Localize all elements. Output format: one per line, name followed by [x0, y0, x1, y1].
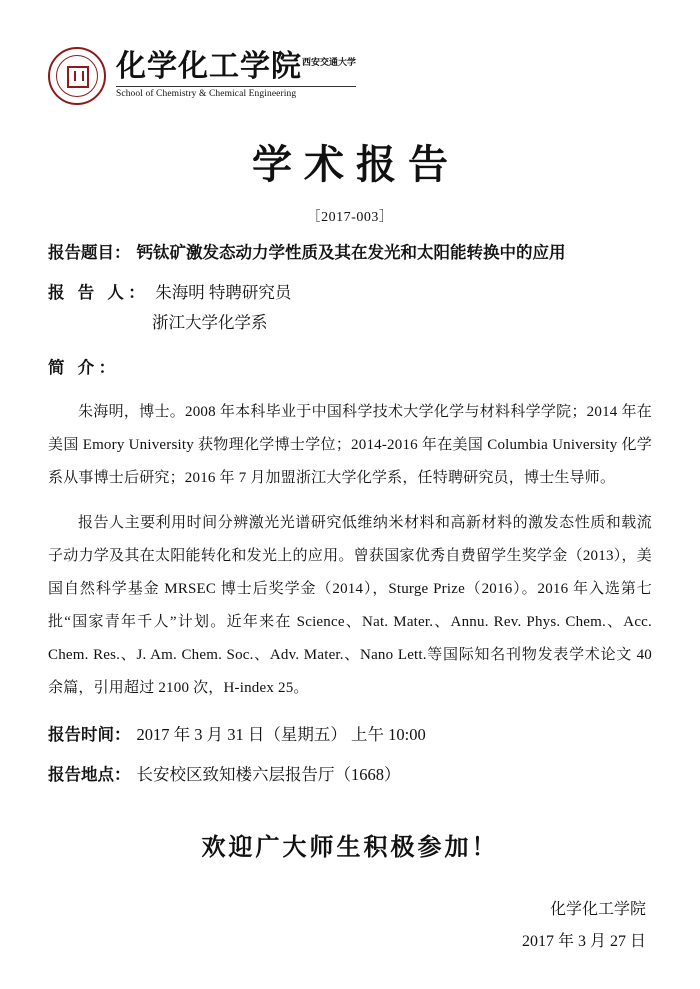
field-topic-label: 报告题目： [48, 243, 131, 262]
page-title: 学术报告 [252, 141, 460, 188]
seal-inner-shape [67, 66, 89, 88]
bio-paragraph-1: 朱海明，博士。2008 年本科毕业于中国科学技术大学化学与材料科学学院；2014 年在美国 Emory University 获物理化学博士学位；2014-2016 年在美国 Columbia University 化学系从事博士后研究；2016 年 7 月加盟浙江大学化学系，任特聘研究员，博士生导师。 [48, 404, 652, 486]
school-name-cn-sup: 西安交通大学 [302, 57, 357, 67]
field-speaker-affiliation: 浙江大学化学系 [152, 313, 268, 332]
school-seal-icon [48, 47, 106, 105]
letterhead [48, 45, 652, 107]
bio-paragraph-2: 报告人主要利用时间分辨激光光谱研究低维纳米材料和高新材料的激发态性质和载流子动力学及其在太阳能转化和发光上的应用。曾获国家优秀自费留学生奖学金（2013），美国自然科学基金 MRSEC 博士后奖学金（2014），Sturge Prize（2016）。2016 年入选第七批“国家青年千人”计划。近年来在 Science、Nat. Mater.、Annu. Rev. Phys. Chem.、Acc. Chem. Res.、J. Am. Chem. Soc.、Adv. Mater.、Nano Lett.等国际知名刊物发表学术论文 40 余篇，引用超过 2100 次，H-index 25。 [48, 515, 652, 696]
field-time-label: 报告时间： [48, 725, 131, 744]
field-topic [48, 240, 652, 266]
school-name-cn [116, 45, 356, 84]
field-time-value: 2017 年 3 月 31 日（星期五） 上午 10:00 [136, 725, 426, 744]
field-topic-value: 钙钛矿激发态动力学性质及其在发光和太阳能转换中的应用 [136, 243, 566, 262]
school-name-cn-text: 化学化工学院 [116, 50, 302, 83]
signature-org: 化学化工学院 [549, 901, 646, 918]
field-time [48, 721, 652, 745]
school-name-en: School of Chemistry & Chemical Engineering [116, 86, 356, 99]
field-speaker [48, 280, 652, 306]
field-place [48, 761, 652, 785]
letterhead-text [116, 45, 356, 99]
field-bio-label: 简 介： [48, 358, 120, 377]
field-place-label: 报告地点： [48, 765, 131, 784]
field-speaker-label: 报 告 人： [48, 283, 150, 302]
document-number: ［2017-003］ [306, 210, 394, 225]
field-place-value: 长安校区致知楼六层报告厅（1668） [136, 765, 401, 784]
signature-date: 2017 年 3 月 27 日 [521, 933, 646, 950]
field-speaker-value: 朱海明 特聘研究员 [155, 283, 292, 302]
welcome-line: 欢迎广大师生积极参加！ [201, 832, 499, 861]
